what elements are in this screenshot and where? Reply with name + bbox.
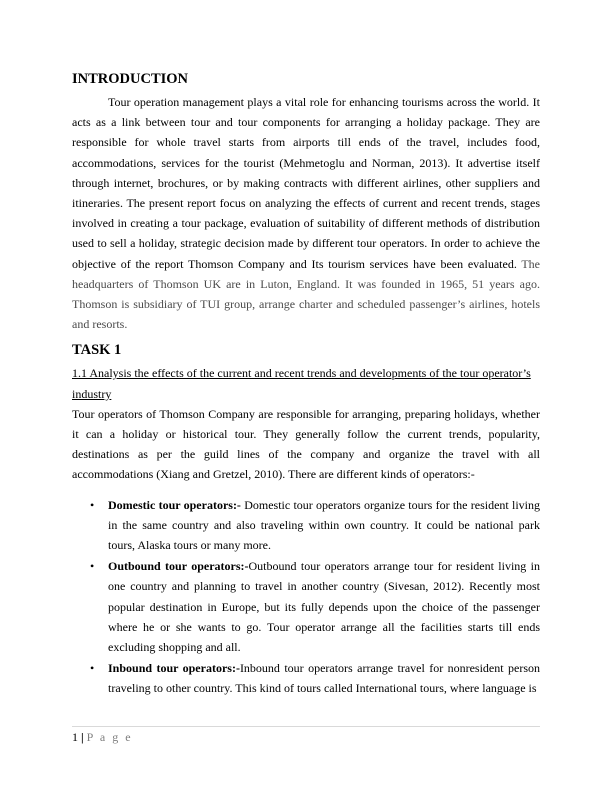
- task1-subheading: 1.1 Analysis the effects of the current and recent trends and developments of the tour operator’s industry: [72, 366, 531, 401]
- introduction-heading: INTRODUCTION: [72, 71, 189, 87]
- page-number: 1: [72, 730, 78, 744]
- operator-types-list: [72, 495, 540, 699]
- list-item-title: Outbound tour operators:-: [108, 559, 249, 574]
- page-footer: [72, 726, 540, 745]
- introduction-paragraph: [72, 92, 540, 334]
- list-item: [72, 495, 540, 556]
- document-page: [72, 70, 540, 700]
- list-item-text: Inbound tour operators arrange travel for nonresident person traveling to other country. This kind of tours called International tours, where language is: [108, 661, 540, 696]
- bullet-icon: •: [90, 559, 95, 574]
- list-item: [72, 556, 540, 657]
- page-label: P a g e: [86, 730, 133, 744]
- footer-separator: |: [78, 730, 87, 744]
- list-item-title: Inbound tour operators:-: [108, 661, 240, 676]
- bullet-icon: •: [90, 661, 95, 676]
- task1-heading: TASK 1: [72, 342, 122, 359]
- introduction-text-grey: The headquarters of Thomson UK are in Luton, England. It was founded in 1965, 51 years ago. Thomson is subsidiary of TUI group, arrange charter and scheduled passenger’s airlines, hotels and resorts.: [72, 256, 540, 332]
- list-item-text: Domestic tour operators organize tours for the resident living in the same country and also traveling within own country. It could be national park tours, Alaska tours or many more.: [108, 497, 541, 553]
- introduction-text: Tour operation management plays a vital role for enhancing tourisms across the world. It acts as a link between tour and tour components for arranging a holiday package. They are responsible for whole travel starts from airports till ends of the travel, includes food, accommodations, services for the tourist (Mehmetoglu and Norman, 2013). It advertise itself through internet, brochures, or by making contracts with different airlines, other suppliers and itineraries. The present report focus on analyzing the effects of current and recent trends, stages involved in creating a tour package, evaluation of suitability of different methods of distribution used to sell a holiday, strategic decision made by different tour operators. In order to achieve the objective of the report Thomson Company and Its tourism services have been evaluated.: [72, 95, 540, 271]
- task1-paragraph: Tour operators of Thomson Company are responsible for arranging, preparing holidays, whether it can a holiday or historical tour. They generally follow the current trends, popularity, destinations as per the guild lines of the company and organize the travel with all accommodations (Xiang and Gretzel, 2010). There are different kinds of operators:-: [72, 406, 540, 482]
- list-item-text: Outbound tour operators arrange tour for resident living in one country and planning to travel in another country (Sivesan, 2012). Recently most popular destination in Europe, but its fully depends upon the choice of the passenger where he or she wants to go. Tour operator arrange all the facilities starts till ends excluding shopping and all.: [108, 559, 540, 655]
- list-item-title: Domestic tour operators:-: [108, 497, 241, 512]
- bullet-icon: •: [90, 497, 95, 512]
- list-item: [72, 658, 540, 698]
